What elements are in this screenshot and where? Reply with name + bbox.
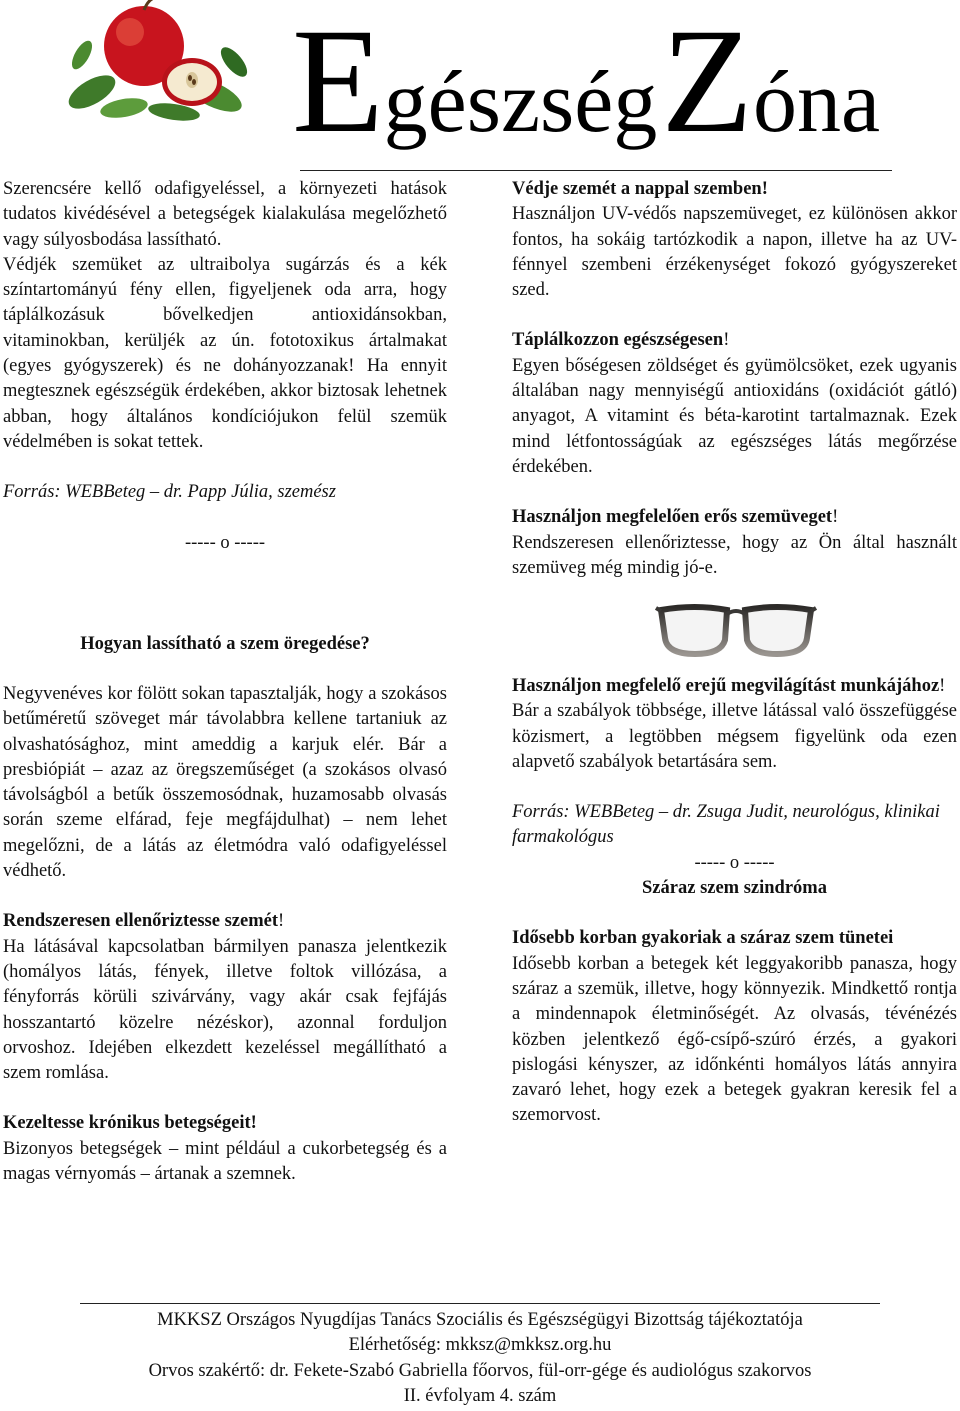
section-title-aging: Hogyan lassítható a szem öregedése?	[80, 634, 370, 654]
footer-medical-expert: Orvos szakértő: dr. Fekete-Szabó Gabriella főorvos, fül-orr-gége és audiológus szakorvos	[148, 1360, 812, 1381]
sun-protection-heading: Védje szemét a nappal szemben!	[512, 179, 768, 199]
footer-publisher: MKKSZ Országos Nyugdíjas Tanács Szociális és Egészségügyi Bizottság tájékoztatója	[157, 1310, 803, 1330]
left-column-lower	[3, 682, 447, 1187]
nutrition-heading: Táplálkozzon egészségesen	[512, 330, 724, 351]
right-column-upper	[512, 177, 957, 581]
sun-protection-body: Használjon UV-védős napszemüveget, ez különösen akkor fontos, ha sokáig tartózkodik a napon, illetve ha az UV-fénnyel szembeni érzékenységet fokozó gyógyszereket szed.	[512, 204, 957, 301]
left-column-upper	[3, 177, 447, 556]
title-cap-e: E	[292, 0, 384, 164]
intro-paragraph-2: Védjék szemüket az ultraibolya sugárzás és a kék színtartományú fény ellen, figyeljenek oda arra, hogy táplálkozásuk bővelkedjen antioxidánsokban, vitaminokban, kerüljék az ún. fototoxikus ártalmakat (egyes gyógyszerek) és ne dohányozzanak! Ha ennyit megtesznek egészségük érdekében, akkor biztosak lehetnek abban, hogy általános kondíciójukon felül szemük védelmében is sokat tettek.	[3, 254, 447, 452]
check-eyes-body: Ha látásával kapcsolatban bármilyen panasza jelentkezik (homályos látás, fények, illetve foltok villózása, a fényforrás körüli szivárvány, vagy akár csak fejfájás hosszantartó közelre nézéskor), azonnal forduljon orvoshoz. Idejében elkezdett kezeléssel megállítható a szem romlása.	[3, 936, 447, 1084]
lighting-body: Bár a szabályok többsége, illetve látással való összefüggése közismert, a legtöbben mégsem figyelünk oda ezen alapvető szabályok betartására sem.	[512, 701, 957, 772]
footer-issue: II. évfolyam 4. szám	[403, 1385, 557, 1406]
intro-paragraph-1: Szerencsére kellő odafigyeléssel, a környezeti hatások tudatos kivédésével a betegségek kialakulása megelőzhető vagy súlyosbodása lassítható.	[3, 179, 447, 250]
check-eyes-exclamation: !	[278, 911, 285, 932]
section-separator-1: ----- o -----	[184, 532, 266, 553]
spacer	[512, 303, 957, 328]
lighting-exclamation: !	[939, 676, 946, 696]
spacer	[512, 901, 957, 926]
title-cap-z: Z	[661, 0, 753, 164]
lighting-heading: Használjon megfelelő erejű megvilágítást munkájához	[512, 676, 940, 696]
masthead-title	[292, 0, 912, 164]
dry-eye-heading: Idősebb korban gyakoriak a száraz szem tünetei	[512, 928, 894, 949]
apple-logo-image	[64, 0, 248, 122]
check-eyes-heading: Rendszeresen ellenőriztesse szemét	[3, 911, 278, 932]
title-word-egeszseg: gészség	[383, 54, 658, 151]
title-divider	[300, 170, 892, 171]
eyeglasses-exclamation: !	[832, 507, 839, 528]
eyeglasses-heading: Használjon megfelelően erős szemüveget	[512, 507, 833, 528]
chronic-disease-body: Bizonyos betegségek – mint például a cukorbetegség és a magas vérnyomás – ártanak a szemnek.	[3, 1138, 447, 1185]
chronic-disease-heading: Kezeltesse krónikus betegségeit!	[3, 1113, 257, 1134]
section-separator-2: ----- o -----	[694, 852, 775, 873]
eyeglasses-image	[655, 598, 817, 658]
footer	[0, 1308, 960, 1409]
title-word-ona: óna	[752, 54, 881, 151]
spacer	[3, 506, 447, 531]
nutrition-exclamation: !	[723, 330, 730, 351]
source-citation-2: Forrás: WEBBeteg – dr. Zsuga Judit, neurológus, klinikai farmakológus	[512, 802, 940, 848]
spacer	[3, 455, 447, 480]
section-title-dry-eye: Száraz szem szindróma	[642, 878, 827, 899]
spacer	[3, 884, 447, 909]
spacer	[512, 480, 957, 505]
nutrition-body: Egyen bőségesen zöldséget és gyümölcsöket, ezek ugyanis általában nagy mennyiségű antioxidáns (oxidációt gátló) anyagot, A vitamint és béta-karotint tartalmaznak. Ezek mind létfontosságúak az egészséges látás megőrzése érdekében.	[512, 355, 957, 477]
footer-contact: Elérhetőség: mkksz@mkksz.org.hu	[348, 1335, 612, 1356]
footer-divider	[80, 1303, 880, 1304]
dry-eye-body: Idősebb korban a betegek két leggyakoribb panasza, hogy száraz a szemük, illetve, hogy könnyezik. Mindkettő rontja a mindennapok életminőségét. Az olvasás, tévénézés közben jelentkező égő-csípő-szúró érzés, a gyakori pislogási kényszer, az időnkénti homályos látás annyira zavaró lehet, hogy ezek a betegek gyakran keresik fel a szemorvost.	[512, 953, 957, 1126]
source-citation-1: Forrás: WEBBeteg – dr. Papp Júlia, szemész	[3, 482, 336, 503]
spacer	[512, 775, 957, 800]
aging-paragraph: Negyvenéves kor fölött sokan tapasztalják, hogy a szokásos betűméretű szöveget már távolabbra kellene tartaniuk az olvashatósághoz, mint ameddig a karjuk elér. Bár a presbiópiát – azaz az öregszeműséget (a szokásos olvasó távolságból a betűk összemosódnak, huzamosabb olvasás során szeme elfárad, feje megfájdulhat) – nem lehet megelőzni, de a látás az életmódra való odafigyeléssel védhető.	[3, 684, 447, 882]
eyeglasses-body: Rendszeresen ellenőriztesse, hogy az Ön által használt szemüveg még mindig jó-e.	[512, 532, 957, 578]
spacer	[3, 1086, 447, 1111]
right-column-lower	[512, 674, 957, 1129]
